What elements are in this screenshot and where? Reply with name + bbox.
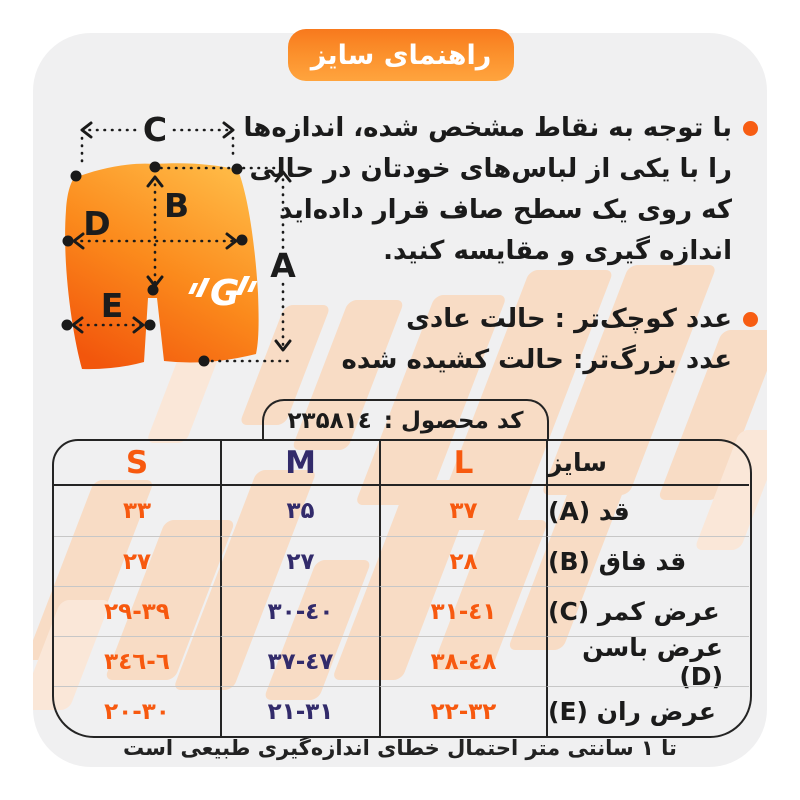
dim-label-a: A [270,246,296,285]
instruction-bullet-2 [292,299,732,381]
instruction-line: را با یکی از لباس‌های خودتان در حالی [249,154,732,184]
row-label-waist-c: عرض کمر (C) [546,586,749,636]
instructions [243,108,732,408]
dim-label-b: B [164,186,190,225]
size-table [52,439,752,738]
cell-d-m: ۳۷-٤۷ [220,636,379,686]
dim-label-d: D [83,204,111,243]
column-header-m: M [220,441,379,486]
cell-c-s: ۲۹-۳۹ [54,586,220,636]
cell-b-s: ۲۷ [54,536,220,586]
cell-a-s: ۳۳ [122,498,152,524]
column-header-s: S [54,441,220,486]
cell-d-l: ۳۸-٤۸ [379,636,546,686]
instruction-line: عدد بزرگ‌تر: حالت کشیده شده [341,345,732,375]
cell-e-m: ۲۱-۳۱ [220,686,379,736]
dim-label-e: E [100,286,124,325]
instruction-bullet-1 [243,108,732,272]
dim-label-c: C [142,110,168,149]
cell-a-m: ۳۵ [220,486,379,536]
cell-c-m: ۳۰-٤۰ [220,586,379,636]
column-header-l: L [379,441,546,486]
instruction-line: اندازه گیری و مقایسه کنید. [383,236,732,266]
size-guide-badge [288,29,514,81]
instruction-line: عدد کوچک‌تر : حالت عادی [406,304,732,334]
cell-d-s: ۳٦-٤٦ [54,636,220,686]
bullet-dot-icon [743,312,758,327]
product-code-box [262,399,549,441]
shorts-shape [65,163,259,369]
row-label-hip-d: عرض باسن (D) [546,636,749,686]
bullet-dot-icon [743,121,758,136]
svg-text:G: G [210,273,240,314]
cell-b-m: ۲۷ [220,536,379,586]
instruction-line: با توجه به نقاط مشخص شده، اندازه‌ها [243,113,732,143]
cell-a-l: ۳۷ [379,486,546,536]
cell-e-s: ۲۰-۳۰ [54,686,220,736]
cell-c-l: ۳۱-٤۱ [379,586,546,636]
cell-e-l: ۲۲-۳۲ [379,686,546,736]
size-guide-title: راهنمای سایز [310,39,492,71]
row-label-height-a: قد (A) [546,486,749,536]
product-code-label: کد محصول : [383,408,524,434]
row-label-crotch-b: قد فاق (B) [546,536,749,586]
row-label-thigh-e: عرض ران (E) [546,686,749,736]
column-header-size: سایز [546,441,749,486]
cell-b-l: ۲۸ [379,536,546,586]
tolerance-note: تا ۱ سانتی متر احتمال خطای اندازه‌گیری طبیعی است [123,736,677,760]
product-code-value: ۲۳۵۸۱٤ [287,408,372,434]
instruction-line: که روی یک سطح صاف قرار داده‌اید [279,195,732,225]
